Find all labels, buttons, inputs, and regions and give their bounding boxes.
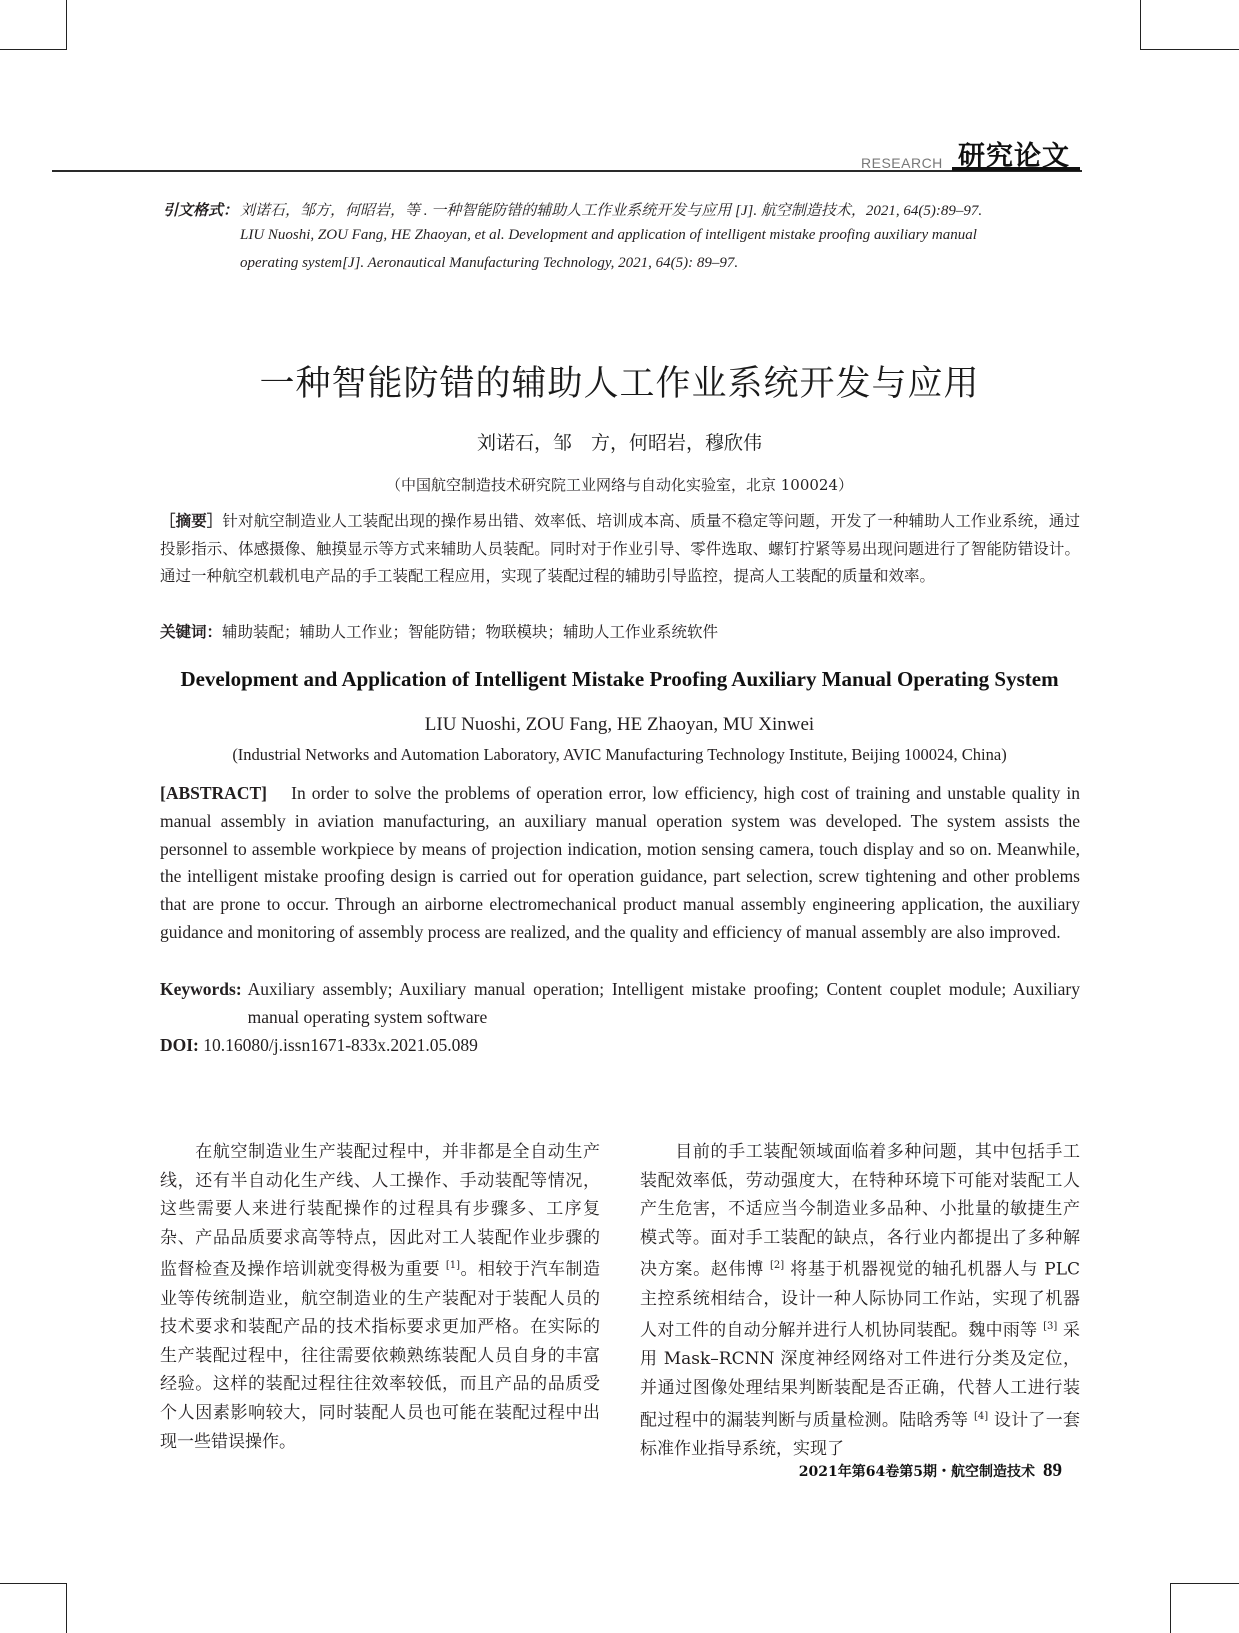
keywords-text-en: Auxiliary assembly; Auxiliary manual operation; Intelligent mistake proofing; Content couplet module; Auxiliary manual operating system software bbox=[247, 979, 1080, 1027]
body-text: 在航空制造业生产装配过程中，并非都是全自动生产线，还有半自动化生产线、人工操作、手动装配等情况，这些需要人来进行装配操作的过程具有步骤多、工序复杂、产品品质要求高等特点，因此对工人装配作业步骤的监督检查及操作培训就变得极为重要 bbox=[160, 1142, 600, 1281]
affiliation-cn: （中国航空制造技术研究院工业网络与自动化实验室，北京 100024） bbox=[385, 476, 854, 494]
research-label: RESEARCH bbox=[861, 155, 943, 171]
keywords-en bbox=[160, 976, 1080, 1032]
reference-marker: [4] bbox=[974, 1410, 989, 1422]
affiliation-en: (Industrial Networks and Automation Laboratory, AVIC Manufacturing Technology Institute, Beijing 100024, China) bbox=[232, 745, 1007, 764]
doi bbox=[160, 1035, 478, 1056]
citation-en-line2: operating system[J]. Aeronautical Manufacturing Technology, 2021, 64(5): 89–97. bbox=[240, 255, 739, 271]
reference-marker: [3] bbox=[1043, 1321, 1058, 1333]
crop-mark bbox=[66, 1583, 67, 1633]
keywords-label-en: Keywords: bbox=[160, 979, 242, 999]
citation-en-line1: LIU Nuoshi, ZOU Fang, HE Zhaoyan, et al. Development and application of intelligent mistake proofing auxiliary manual bbox=[240, 227, 977, 243]
paper-title-en: Development and Application of Intelligent Mistake Proofing Auxiliary Manual Operating System bbox=[180, 667, 1059, 691]
crop-mark bbox=[1140, 0, 1141, 50]
body-text: 将基于机器视觉的轴孔机器人与 PLC 主控系统相结合，设计一种人际协同工作站，实现了机器人对工件的自动分解并进行人机协同装配。魏中雨等 bbox=[640, 1260, 1080, 1341]
abstract-label-cn: ［摘要］ bbox=[160, 512, 223, 530]
abstract-text-cn: 针对航空制造业人工装配出现的操作易出错、效率低、培训成本高、质量不稳定等问题，开发了一种辅助人工作业系统，通过投影指示、体感摄像、触摸显示等方式来辅助人员装配。同时对于作业引导、零件选取、螺钉拧紧等易出现问题进行了智能防错设计。通过一种航空机载机电产品的手工装配工程应用，实现了装配过程的辅助引导监控，提高人工装配的质量和效率。 bbox=[160, 512, 1080, 585]
crop-mark bbox=[1140, 49, 1239, 50]
doi-label: DOI: bbox=[160, 1035, 199, 1055]
citation-cn: 刘诺石，邹方，何昭岩，等 . 一种智能防错的辅助人工作业系统开发与应用 [J]. 航空制造技术，2021, 64(5):89–97. bbox=[240, 203, 983, 219]
keywords-label-cn: 关键词： bbox=[160, 623, 223, 641]
body-text: 设计了一套标准作业指导系统，实现了 bbox=[640, 1410, 1080, 1459]
issue-info: 2021年第64卷第5期・航空制造技术 bbox=[798, 1464, 1035, 1480]
page-number: 89 bbox=[1043, 1460, 1062, 1481]
section-title: 研究论文 bbox=[958, 141, 1070, 172]
abstract-label-en: [ABSTRACT] bbox=[160, 783, 267, 803]
body-text: 目前的手工装配领域面临着多种问题，其中包括手工装配效率低，劳动强度大，在特种环境下可能对装配工人产生危害，不适应当今制造业多品种、小批量的敏捷生产模式等。面对手工装配的缺点，各行业内都提出了多种解决方案。赵伟博 bbox=[640, 1142, 1080, 1281]
keywords-cn bbox=[160, 620, 718, 642]
crop-mark bbox=[0, 49, 66, 50]
abstract-text-en: In order to solve the problems of operation error, low efficiency, high cost of training and unstable quality in manual assembly in aviation manufacturing, an auxiliary manual operation system was developed. The system assists the personnel to assemble workpiece by means of projection indication, motion sensing camera, touch display and so on. Meanwhile, the intelligent mistake proofing design is carried out for operation guidance, part selection, screw tightening and other problems that are prone to occur. Through an airborne electromechanical product manual assembly engineering application, the auxiliary guidance and monitoring of assembly process are realized, and the quality and efficiency of manual assembly are also improved. bbox=[160, 783, 1081, 942]
keywords-text-cn: 辅助装配；辅助人工作业；智能防错；物联模块；辅助人工作业系统软件 bbox=[222, 623, 719, 641]
body-column-left bbox=[160, 1138, 600, 1456]
doi-value: 10.16080/j.issn1671-833x.2021.05.089 bbox=[203, 1035, 478, 1055]
body-text: 。相较于汽车制造业等传统制造业，航空制造业的生产装配对于装配人员的技术要求和装配产品的技术指标要求更加严格。在实际的生产装配过程中，往往需要依赖熟练装配人员自身的丰富经验。这样的装配过程往往效率较低，而且产品的品质受个人因素影响较大，同时装配人员也可能在装配过程中出现一些错误操作。 bbox=[160, 1260, 601, 1452]
abstract-cn bbox=[160, 508, 1080, 591]
authors-en: LIU Nuoshi, ZOU Fang, HE Zhaoyan, MU Xinwei bbox=[424, 714, 815, 735]
citation-label: 引文格式： bbox=[163, 201, 239, 219]
reference-marker: [1] bbox=[445, 1260, 461, 1272]
paper-title-cn: 一种智能防错的辅助人工作业系统开发与应用 bbox=[259, 364, 980, 404]
reference-marker: [2] bbox=[770, 1260, 785, 1272]
body-column-right bbox=[640, 1138, 1080, 1464]
crop-mark bbox=[1170, 1583, 1239, 1584]
abstract-en bbox=[160, 780, 1080, 947]
authors-cn: 刘诺石，邹 方，何昭岩，穆欣伟 bbox=[476, 432, 762, 454]
page-footer bbox=[799, 1460, 1062, 1482]
crop-mark bbox=[1170, 1583, 1171, 1633]
body-text: 采用 Mask–RCNN 深度神经网络对工件进行分类及定位，并通过图像处理结果判断装配是否正确，代替人工进行装配过程中的漏装判断与质量检测。陆晗秀等 bbox=[640, 1320, 1080, 1431]
crop-mark bbox=[0, 1583, 66, 1584]
crop-mark bbox=[66, 0, 67, 50]
